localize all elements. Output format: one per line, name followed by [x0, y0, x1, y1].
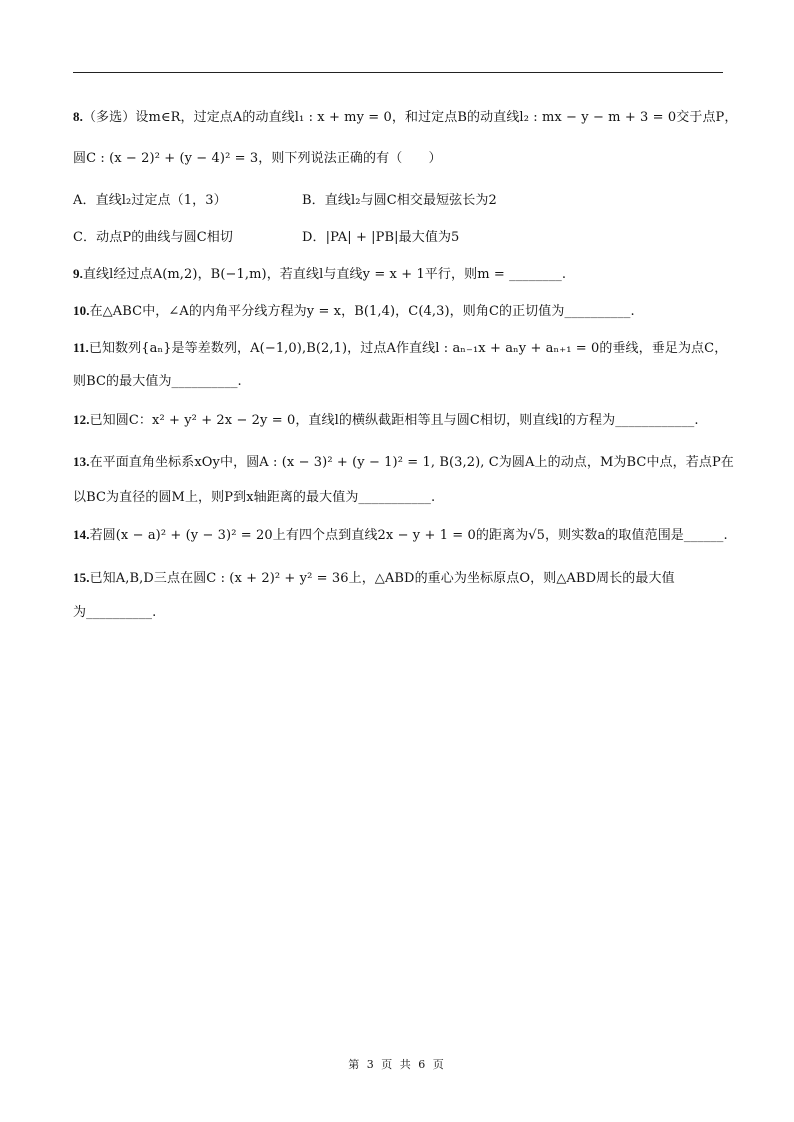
q10-text: 在△ABC中，∠A的内角平分线方程为y = x，B(1,4)，C(4,3)，则角C的正切值为__________. [89, 304, 635, 319]
q11-number: 11. [73, 340, 89, 355]
q9-text: 直线l经过点A(m,2)，B(−1,m)，若直线l与直线y = x + 1平行，则m = ________. [82, 267, 567, 282]
q8-option-c: C．动点P的曲线与圆C相切 [73, 230, 233, 245]
q15-line2: 为__________. [73, 605, 157, 620]
q9-number: 9. [73, 266, 83, 281]
q8-text: （多选）设m∈R，过定点A的动直线l₁ : x + my = 0，和过定点B的动直线l₂ : mx − y − m + 3 = 0交于点P， [82, 110, 738, 125]
q13-line2: 以BC为直径的圆M上，则P到x轴距离的最大值为___________. [73, 490, 436, 505]
q8-option-d: D．|PA| + |PB|最大值为5 [302, 230, 460, 245]
q15-line1 [73, 568, 675, 589]
q9 [73, 264, 566, 285]
q15-number: 15. [73, 570, 90, 585]
header-rule [73, 72, 723, 73]
q11-line1 [73, 338, 727, 359]
q12-number: 12. [73, 412, 90, 427]
q14-text: 若圆(x − a)² + (y − 3)² = 20上有四个点到直线2x − y + 1 = 0的距离为√5，则实数a的取值范围是______. [89, 528, 728, 543]
q13-text: 在平面直角坐标系xOy中，圆A : (x − 3)² + (y − 1)² = 1, B(3,2), C为圆A上的动点，M为BC中点，若点P在 [89, 455, 734, 470]
q12-text: 已知圆C：x² + y² + 2x − 2y = 0，直线l的横纵截距相等且与圆C相切，则直线l的方程为____________. [89, 413, 699, 428]
q14 [73, 525, 728, 546]
q8-number: 8. [73, 109, 83, 124]
q13-line1 [73, 452, 734, 473]
q8-line2: 圆C : (x − 2)² + (y − 4)² = 3，则下列说法正确的有（ ） [73, 151, 442, 166]
q8-option-b: B．直线l₂与圆C相交最短弦长为2 [302, 193, 497, 208]
q13-number: 13. [73, 454, 90, 469]
q11-line2: 则BC的最大值为__________. [73, 374, 242, 389]
page-footer: 第 3 页 共 6 页 [348, 1058, 446, 1071]
q10 [73, 301, 635, 322]
q8-option-a: A．直线l₂过定点（1，3） [73, 193, 227, 208]
q12 [73, 410, 699, 431]
q8-line1 [73, 107, 738, 128]
q11-text: 已知数列{aₙ}是等差数列，A(−1,0),B(2,1)，过点A作直线l : aₙ₋₁x + aₙy + aₙ₊₁ = 0的垂线，垂足为点C， [88, 341, 728, 356]
q10-number: 10. [73, 303, 90, 318]
q15-text: 已知A,B,D三点在圆C : (x + 2)² + y² = 36上，△ABD的重心为坐标原点O，则△ABD周长的最大值 [89, 571, 675, 586]
q14-number: 14. [73, 527, 90, 542]
